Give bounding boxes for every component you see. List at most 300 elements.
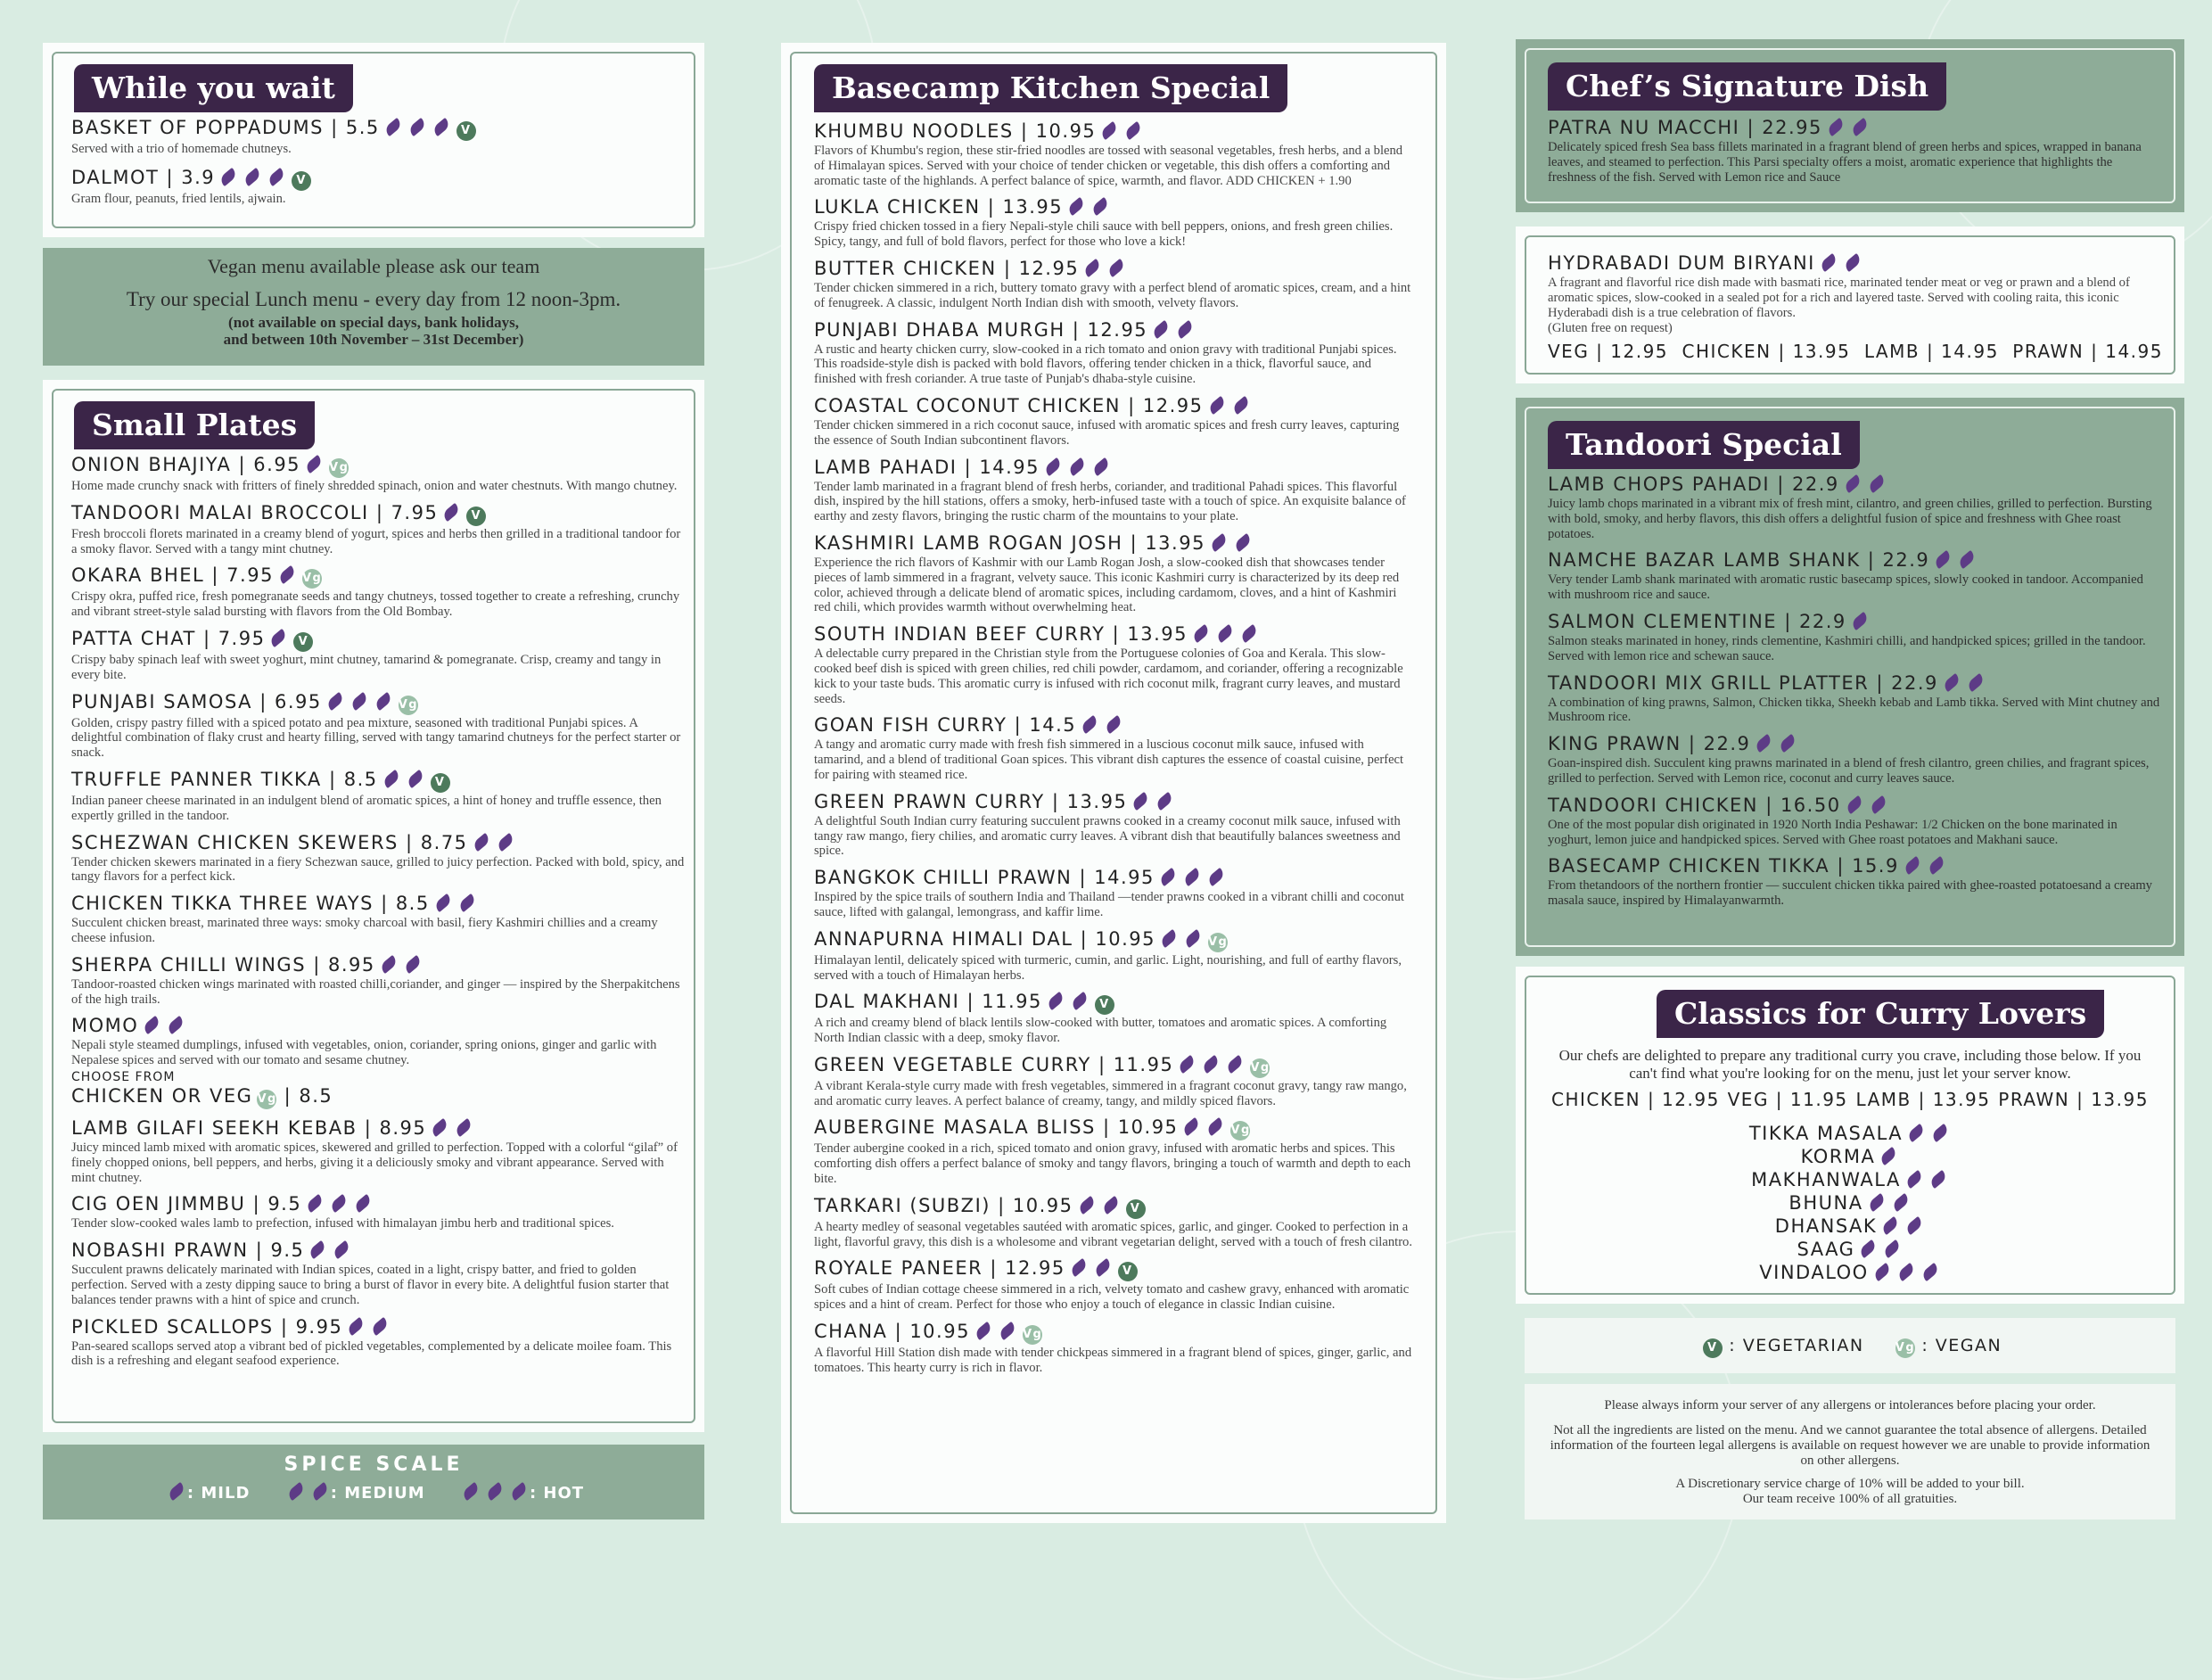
vegan-icon: Vg bbox=[257, 1090, 276, 1109]
item-description: Indian paneer cheese marinated in an indulgent blend of aromatic spices, a hint of honey and truffle essence, then expertly grilled in the tandoor. bbox=[71, 793, 662, 823]
chili-icon bbox=[1076, 1196, 1096, 1215]
chili-icon bbox=[1844, 795, 1863, 814]
menu-item bbox=[1548, 548, 2163, 603]
chili-icon bbox=[1225, 1055, 1245, 1074]
item-description: Crispy okra, puffed rice, fresh pomegranate seeds and tangy chutneys, tossed together to create a refreshing, crunchy and vibrant street-style salad bursting with flavors from the Old Bombay. bbox=[71, 589, 680, 620]
item-description: Succulent prawns delicately marinated with Indian spices, coated in a light, crispy batter, and fried to golden perfection. Served with a zesty dipping sauce to bring a burst of flavor in every bite. A delightful fusion starter that balances tender prawns with a hint of spice and crunch. bbox=[71, 1263, 670, 1307]
menu-item bbox=[1548, 251, 2163, 363]
chili-icon bbox=[1930, 1124, 1950, 1142]
vegetarian-icon: V bbox=[1126, 1199, 1146, 1219]
exception-notice: and between 10th November – 31st December) bbox=[223, 331, 524, 348]
curry-list bbox=[1516, 1122, 2184, 1284]
lunch-notice: Try our special Lunch menu - every day from 12 noon-3pm. bbox=[126, 288, 621, 310]
item-description: A delightful South Indian curry featuring succulent prawns cooked in a creamy coconut milk sauce, infused with tangy raw mango, fiery chilies, and aromatic curry leaves. A vibrant dish that beautifully balances sweetness and spice. bbox=[814, 813, 1401, 859]
service-note: A Discretionary service charge of 10% will be added to your bill. bbox=[1675, 1477, 2025, 1491]
allergen-note: Please always inform your server of any allergens or intolerances before placing your order. bbox=[1604, 1398, 2096, 1412]
chili-icon bbox=[1182, 868, 1202, 886]
menu-item bbox=[814, 990, 1413, 1046]
chili-icon bbox=[495, 832, 514, 851]
menu-item bbox=[71, 501, 687, 557]
item-description: Salmon steaks marinated in honey, rinds clementine, Kashmiri chilli, and handpicked spices; grilled in the tandoor. Served with lemon rice and schewan sauce. bbox=[1548, 633, 2146, 663]
chili-icon bbox=[1826, 118, 1846, 136]
item-name: LUKLA CHICKEN | 13.95 bbox=[814, 196, 1064, 218]
item-name: ANNAPURNA HIMALI DAL | 10.95 bbox=[814, 927, 1155, 950]
item-description: Fresh broccoli florets marinated in a creamy blend of yogurt, spices and herbs then grilled in a traditional tandoor for a smoky flavor. Served with a tangy mint chutney. bbox=[71, 526, 681, 556]
item-description: Delicately spiced fresh Sea bass fillets marinated in a fragrant blend of green herbs and spices, wrapped in banana leaves, and steamed to perfection. This Parsi specialty offers a moist, aromatic experience that highlights the freshness of the fish. Served with Lemon rice and Sauce bbox=[1548, 140, 2142, 185]
item-name: LAMB GILAFI SEEKH KEBAB | 8.95 bbox=[71, 1116, 427, 1139]
item-name: TANDOORI CHICKEN | 16.50 bbox=[1548, 794, 1841, 816]
vegan-icon: Vg bbox=[1023, 1325, 1042, 1345]
vegetarian-icon: V bbox=[293, 632, 313, 652]
price-option: LAMB | 14.95 bbox=[1863, 341, 1999, 363]
menu-item bbox=[814, 1116, 1413, 1186]
item-name: HYDRABADI DUM BIRYANI bbox=[1548, 252, 1815, 274]
item-description: Golden, crispy pastry filled with a spiced potato and pea mixture, seasoned with traditional Punjabi spices. A delightful combination of flaky crust and hearty filling, served with tangy tamarind chutneys for the perfect starter or snack. bbox=[71, 715, 681, 761]
chili-icon bbox=[1819, 253, 1838, 272]
vegetarian-icon: V bbox=[431, 773, 450, 793]
chili-icon bbox=[1890, 1193, 1910, 1212]
chili-icon bbox=[1106, 259, 1126, 277]
chili-icon bbox=[218, 168, 238, 186]
item-description: A combination of king prawns, Salmon, Chicken tikka, Sheekh kebab and Lamb tikka. Served with Mint chutney and Mushroom rice. bbox=[1548, 695, 2160, 725]
vegan-label: : VEGAN bbox=[1921, 1336, 2002, 1355]
chili-icon bbox=[1850, 118, 1870, 136]
chili-icon bbox=[1843, 253, 1863, 272]
chili-icon bbox=[346, 1316, 366, 1335]
item-description: Tender chicken simmered in a rich, buttery tomato gravy with a perfect blend of aromatic spices, cream, and a hint of fenugreek. A classic, indulgent North Indian dish with smooth, velvety flavors. bbox=[814, 280, 1411, 310]
item-name: COASTAL COCONUT CHICKEN | 12.95 bbox=[814, 394, 1204, 416]
item-name: BUTTER CHICKEN | 12.95 bbox=[814, 257, 1080, 279]
chili-icon bbox=[1159, 929, 1179, 948]
chili-icon bbox=[332, 1240, 351, 1259]
chili-icon bbox=[1868, 795, 1887, 814]
chili-icon bbox=[1100, 1196, 1120, 1215]
chili-icon bbox=[1177, 1055, 1196, 1074]
item-name: GREEN VEGETABLE CURRY | 11.95 bbox=[814, 1053, 1174, 1075]
chili-icon bbox=[1155, 792, 1174, 811]
chili-icon bbox=[325, 691, 345, 710]
momo-option: CHICKEN OR VEG bbox=[71, 1084, 253, 1107]
item-description: A flavorful Hill Station dish made with tender chickpeas simmered in a fragrant blend of spices, ginger, garlic, and tomatoes. This hearty curry is rich in flavor. bbox=[814, 1346, 1412, 1375]
gluten-note: (Gluten free on request) bbox=[1548, 321, 1673, 336]
section-title: Basecamp Kitchen Special bbox=[814, 64, 1287, 112]
chili-icon bbox=[1158, 868, 1178, 886]
hot-label: : HOT bbox=[529, 1484, 585, 1503]
chili-icon bbox=[1957, 550, 1977, 569]
item-name: NAMCHE BAZAR LAMB SHANK | 22.9 bbox=[1548, 549, 1930, 572]
chili-icon bbox=[1093, 1258, 1113, 1277]
diet-legend-panel bbox=[1525, 1318, 2175, 1373]
chili-icon bbox=[1183, 929, 1203, 948]
menu-item bbox=[71, 116, 687, 157]
section-title: Small Plates bbox=[74, 401, 315, 449]
menu-item bbox=[71, 768, 687, 824]
curry-item bbox=[1516, 1168, 2184, 1191]
info-panel bbox=[1525, 1384, 2175, 1519]
chili-icon bbox=[353, 1194, 373, 1213]
vegan-icon: Vg bbox=[399, 696, 418, 715]
menu-item bbox=[814, 1320, 1413, 1376]
curry-item bbox=[1516, 1191, 2184, 1215]
item-name: ONION BHAJIYA | 6.95 bbox=[71, 454, 301, 475]
chili-icon bbox=[268, 629, 288, 647]
chili-icon bbox=[485, 1482, 505, 1501]
item-description: A rustic and hearty chicken curry, slow-cooked in a rich tomato and onion gravy with traditional Punjabi spices. This roadside-style dish is packed with bold flavors, offering tender chicken in a thick, flavorful sauce, and finished with fresh coriander. A true taste of Punjab's dhaba-style cuisine. bbox=[814, 342, 1397, 387]
curry-item bbox=[1516, 1215, 2184, 1238]
chili-icon bbox=[461, 1482, 481, 1501]
menu-item bbox=[1548, 732, 2163, 786]
item-name: GREEN PRAWN CURRY | 13.95 bbox=[814, 790, 1128, 812]
classics-panel bbox=[1516, 967, 2184, 1304]
chili-icon bbox=[308, 1240, 327, 1259]
classics-prices bbox=[1551, 1088, 2149, 1111]
vegan-icon: Vg bbox=[1250, 1058, 1270, 1078]
vegetarian-icon: V bbox=[466, 506, 486, 526]
menu-item bbox=[814, 790, 1413, 859]
item-name: PUNJABI DHABA MURGH | 12.95 bbox=[814, 318, 1148, 341]
item-name: DAL MAKHANI | 11.95 bbox=[814, 991, 1042, 1013]
curry-item bbox=[1516, 1122, 2184, 1145]
chili-icon bbox=[1927, 856, 1946, 875]
menu-item bbox=[814, 195, 1413, 250]
tandoori-panel bbox=[1516, 398, 2184, 956]
chili-icon bbox=[1966, 672, 1986, 691]
chili-icon bbox=[329, 1194, 349, 1213]
item-description: One of the most popular dish originated in 1920 North India Peshawar: 1/2 Chicken on the bone marinated in yoghurt, lemon juice and handpicked spices. Served with Ghee roast potatoes and Makhani sauce. bbox=[1548, 817, 2117, 847]
menu-item bbox=[71, 690, 687, 761]
chili-icon bbox=[304, 455, 324, 474]
menu-item bbox=[1548, 116, 2163, 185]
chili-icon bbox=[1181, 1117, 1201, 1136]
menu-item bbox=[71, 953, 687, 1008]
vegan-icon: Vg bbox=[329, 458, 349, 478]
item-description: A tangy and aromatic curry made with fresh fish simmered in a luscious coconut milk sauce, infused with tamarind, and a blend of traditional Goan spices. This vibrant dish captures the essence of coastal cuisine, perfect for pairing with steamed rice. bbox=[814, 737, 1404, 782]
item-description: Very tender Lamb shank marinated with aromatic rustic basecamp spices, slowly cooked in tandoor. Accompanied with mushroom rice and sauce. bbox=[1548, 572, 2143, 603]
item-name: PICKLED SCALLOPS | 9.95 bbox=[71, 1315, 343, 1338]
item-name: ROYALE PANEER | 12.95 bbox=[814, 1257, 1065, 1280]
vegetarian-icon: V bbox=[1118, 1262, 1138, 1281]
chili-icon bbox=[1206, 396, 1226, 415]
menu-item bbox=[814, 622, 1413, 706]
chili-icon bbox=[1123, 121, 1143, 140]
chili-icon bbox=[381, 770, 400, 788]
menu-item bbox=[1548, 671, 2163, 726]
chili-icon bbox=[267, 168, 286, 186]
chili-icon bbox=[1933, 550, 1953, 569]
exception-notice: (not available on special days, bank holidays, bbox=[228, 314, 519, 331]
item-description: Juicy lamb chops marinated in a vibrant mix of fresh mint, cilantro, and green chilies, grilled to perfection. Bursting with bold, smoky, and herby flavors, this dish offers a delightful fusion of spice and freshness with Ghee roast potatoes. bbox=[1548, 497, 2152, 541]
spice-scale-title: SPICE SCALE bbox=[284, 1454, 464, 1476]
item-description: A vibrant Kerala-style curry made with fresh vegetables, simmered in a fragrant coconut gravy, tangy raw mango, and aromatic curry leaves. A perfect balance of creamy, tangy, and mildly spiced flavors. bbox=[814, 1078, 1407, 1108]
item-description: Flavors of Khumbu's region, these stir-fried noodles are tossed with seasonal vegetables, fresh herbs, and a blend of Himalayan spices. Served with your choice of tender chicken or vegetable, this dish offers a comforting and aromatic taste of the highlands. A perfect balance of spice, warmth, and flavor. ADD CHICKEN + 1.90 bbox=[814, 144, 1403, 188]
menu-item bbox=[71, 1116, 687, 1185]
menu-item bbox=[814, 394, 1413, 449]
chili-icon bbox=[1904, 1170, 1924, 1189]
curry-item bbox=[1516, 1261, 2184, 1284]
item-name: CHICKEN TIKKA THREE WAYS | 8.5 bbox=[71, 893, 430, 915]
item-description: Inspired by the spice trails of southern India and Thailand —tender prawns cooked in a vibrant chilli and coconut sauce, lifted with galangal, lemongrass, and kaffir lime. bbox=[814, 890, 1404, 919]
chili-icon bbox=[142, 1016, 161, 1034]
curry-name: VINDALOO bbox=[1759, 1262, 1869, 1283]
chili-icon bbox=[1201, 1055, 1221, 1074]
chili-icon bbox=[407, 118, 427, 136]
item-description: Himalayan lentil, delicately spiced with turmeric, cumin, and garlic. Light, nourishing, and full of earthy flavors, served with a touch of Himalayan herbs. bbox=[814, 952, 1402, 983]
item-name: CHANA | 10.95 bbox=[814, 1321, 970, 1343]
chili-icon bbox=[1066, 197, 1086, 216]
small-plates-panel bbox=[43, 380, 704, 1432]
item-description: A fragrant and flavorful rice dish made with basmati rice, marinated tender meat or veg or prawn and a blend of aromatic spices, slow-cooked in a sealed pot for a rich and layered taste. Served with cooling raita, this iconic Hyderabadi dish is a true celebration of flavors. bbox=[1548, 276, 2130, 320]
chili-icon bbox=[1928, 1170, 1948, 1189]
price-option: LAMB | 13.95 bbox=[1855, 1089, 1991, 1110]
price-option: VEG | 12.95 bbox=[1548, 341, 1669, 363]
item-name: SOUTH INDIAN BEEF CURRY | 13.95 bbox=[814, 623, 1188, 646]
chili-icon bbox=[974, 1322, 993, 1340]
item-description: A delectable curry prepared in the Christian style from the Portuguese colonies of Goa and Kerala. This slow-cooked beef dish is spiced with green chilies, red chili powder, cardamom, and coriander, offering a recognizable kick to your taste buds. This aromatic curry is infused with rich coconut milk, fragrant curry leaves, and mustard seeds. bbox=[814, 646, 1403, 706]
menu-item bbox=[1548, 610, 2163, 664]
chili-icon bbox=[1080, 715, 1099, 734]
mild-label: : MILD bbox=[186, 1484, 251, 1503]
item-description: Gram flour, peanuts, fried lentils, ajwain. bbox=[71, 192, 286, 206]
chili-icon bbox=[383, 118, 403, 136]
chili-icon bbox=[432, 118, 451, 136]
chili-icon bbox=[1942, 672, 1961, 691]
menu-item bbox=[814, 1194, 1413, 1250]
vegetarian-icon: V bbox=[456, 121, 476, 141]
chili-icon bbox=[1233, 533, 1253, 552]
item-name: TARKARI (SUBZI) | 10.95 bbox=[814, 1194, 1073, 1216]
chili-icon bbox=[1239, 624, 1259, 643]
spice-scale-panel bbox=[43, 1445, 704, 1519]
item-description: Tender chicken simmered in a rich coconut sauce, infused with aromatic spices and fresh curry leaves, capturing the essence of South Indian subcontinent flavors. bbox=[814, 417, 1400, 448]
chili-icon bbox=[454, 1118, 473, 1137]
chili-icon bbox=[1906, 1124, 1926, 1142]
chili-icon bbox=[305, 1194, 325, 1213]
medium-label: : MEDIUM bbox=[330, 1484, 425, 1503]
item-description: Succulent chicken breast, marinated three ways: smoky charcoal with basil, fiery Kashmiri chillies and a creamy cheese infusion. bbox=[71, 916, 658, 945]
chili-icon bbox=[471, 832, 490, 851]
chili-icon bbox=[1082, 259, 1102, 277]
item-name: TANDOORI MIX GRILL PLATTER | 22.9 bbox=[1548, 671, 1938, 694]
item-name: SHERPA CHILLI WINGS | 8.95 bbox=[71, 953, 375, 976]
curry-item bbox=[1516, 1238, 2184, 1261]
chili-icon bbox=[1896, 1263, 1916, 1281]
menu-item bbox=[71, 627, 687, 683]
item-description: Crispy baby spinach leaf with sweet yoghurt, mint chutney, tamarind & pomegranate. Crisp, creamy and tangy in every bite. bbox=[71, 652, 662, 682]
vegetarian-icon: V bbox=[1703, 1338, 1723, 1358]
chili-icon bbox=[1866, 1193, 1886, 1212]
item-description: Tender chicken skewers marinated in a fiery Schezwan sauce, grilled to juicy perfection. Packed with bold, spicy, and tangy flavors for a perfect kick. bbox=[71, 854, 685, 885]
chili-icon bbox=[1850, 612, 1870, 630]
menu-item bbox=[71, 1239, 687, 1307]
basecamp-panel bbox=[781, 43, 1446, 1523]
chili-icon bbox=[286, 1482, 306, 1501]
item-description: Tender slow-cooked wales lamb to prefection, infused with himalayan jimbu herb and traditional spices. bbox=[71, 1216, 614, 1231]
curry-name: DHANSAK bbox=[1774, 1215, 1878, 1237]
item-description: Home made crunchy snack with fritters of finely shredded spinach, onion and water chestnuts. With mango chutney. bbox=[71, 479, 678, 493]
chili-icon bbox=[509, 1482, 529, 1501]
chili-icon bbox=[1879, 1147, 1898, 1165]
items-list bbox=[71, 453, 687, 1376]
chili-icon bbox=[166, 1016, 185, 1034]
item-description: From thetandoors of the northern frontier — succulent chicken tikka paired with ghee-roasted potatoesand a creamy masala sauce, inspired by Himalayanwarmth. bbox=[1548, 878, 2152, 909]
chili-icon bbox=[1104, 715, 1123, 734]
vegetarian-icon: V bbox=[292, 171, 311, 191]
chili-icon bbox=[441, 503, 461, 522]
biryani-prices bbox=[1548, 340, 2163, 363]
menu-item bbox=[814, 927, 1413, 984]
curry-name: TIKKA MASALA bbox=[1748, 1123, 1904, 1144]
menu-item bbox=[71, 1014, 687, 1109]
item-name: NOBASHI PRAWN | 9.5 bbox=[71, 1239, 305, 1262]
curry-item bbox=[1516, 1145, 2184, 1168]
menu-item bbox=[71, 1192, 687, 1231]
chili-icon bbox=[1209, 533, 1229, 552]
vegan-icon: Vg bbox=[302, 569, 322, 589]
items-list bbox=[814, 119, 1413, 1383]
chili-icon bbox=[167, 1482, 186, 1501]
menu-item bbox=[1548, 794, 2163, 848]
chili-icon bbox=[379, 955, 399, 974]
price-option: PRAWN | 13.95 bbox=[1998, 1089, 2149, 1110]
chili-icon bbox=[1046, 992, 1065, 1010]
signature-panel bbox=[1516, 39, 2184, 212]
section-title: While you wait bbox=[74, 64, 353, 112]
chili-icon bbox=[1069, 1258, 1089, 1277]
chili-icon bbox=[1099, 121, 1119, 140]
item-name: CIG OEN JIMMBU | 9.5 bbox=[71, 1193, 302, 1215]
menu-item bbox=[71, 564, 687, 620]
menu-item bbox=[814, 119, 1413, 188]
item-description: Pan-seared scallops served atop a vibrant bed of pickled vegetables, complemented by a delicate moilee foam. This dish is a refreshing and elegant seafood experience. bbox=[71, 1338, 672, 1369]
chili-icon bbox=[1205, 1117, 1225, 1136]
chili-icon bbox=[310, 1482, 330, 1501]
menu-item bbox=[814, 713, 1413, 782]
item-description: Served with a trio of homemade chutneys. bbox=[71, 142, 292, 156]
menu-item bbox=[814, 1256, 1413, 1313]
chili-icon bbox=[1880, 1216, 1900, 1235]
chili-icon bbox=[433, 894, 453, 912]
item-description: Tender lamb marinated in a fragrant blend of fresh herbs, coriander, and traditional Pahadi spices. This flavorful dish, inspired by the hill stations, offers a smoky, herb-infused taste with a touch of spice. An exquisite balance of earthy and zesty flavors, bringing the rustic charm of the mountains to your plate. bbox=[814, 479, 1406, 524]
item-description: Tender aubergine cooked in a rich, spiced tomato and onion gravy, infused with aromatic herbs and spices. This comforting dish offers a perfect balance of smoky and tangy flavors, bringing a touch of warmth and depth to each bite. bbox=[814, 1141, 1411, 1187]
price-option: VEG | 11.95 bbox=[1727, 1089, 1848, 1110]
item-name: KASHMIRI LAMB ROGAN JOSH | 13.95 bbox=[814, 531, 1205, 554]
chili-icon bbox=[370, 1316, 390, 1335]
item-name: MOMO bbox=[71, 1015, 139, 1037]
chili-icon bbox=[1215, 624, 1235, 643]
spice-scale-legend bbox=[43, 1484, 704, 1503]
item-description: Goan-inspired dish. Succulent king prawns marinated in a blend of fresh cilantro, green chilies, and fragrant spices, grilled to perfection. Served with Lemon rice, coconut and curry leaves sauce. bbox=[1548, 756, 2150, 786]
menu-item bbox=[814, 456, 1413, 524]
chili-icon bbox=[1882, 1239, 1902, 1258]
momo-price: | 8.5 bbox=[284, 1084, 333, 1107]
menu-item bbox=[814, 866, 1413, 920]
price-option: CHICKEN | 12.95 bbox=[1551, 1089, 1720, 1110]
chili-icon bbox=[430, 1118, 449, 1137]
chili-icon bbox=[277, 565, 297, 584]
vegan-notice: Vegan menu available please ask our team bbox=[207, 255, 540, 277]
chili-icon bbox=[457, 894, 477, 912]
chili-icon bbox=[1920, 1263, 1940, 1281]
item-name: SCHEZWAN CHICKEN SKEWERS | 8.75 bbox=[71, 831, 468, 853]
chili-icon bbox=[405, 770, 424, 788]
menu-item bbox=[1548, 473, 2163, 541]
curry-name: SAAG bbox=[1797, 1239, 1855, 1260]
allergen-note: Not all the ingredients are listed on the menu. And we cannot guarantee the total absence of allergens. Detailed information of the fourteen legal allergens is available on request however we are unable to provide information on other allergens. bbox=[1550, 1423, 2150, 1468]
section-title: Tandoori Special bbox=[1548, 421, 1860, 469]
vegetarian-label: : VEGETARIAN bbox=[1729, 1336, 1864, 1355]
while-you-wait-panel bbox=[43, 43, 704, 237]
section-title: Chef’s Signature Dish bbox=[1548, 62, 1946, 111]
chili-icon bbox=[1070, 992, 1090, 1010]
momo-choose-label: CHOOSE FROM bbox=[71, 1069, 176, 1084]
chili-icon bbox=[1043, 457, 1063, 475]
item-description: Nepali style steamed dumplings, infused with vegetables, onion, coriander, spring onions, ginger and garlic with Nepalese spices and served with our tomato and sesame chutney. bbox=[71, 1038, 657, 1068]
item-name: KING PRAWN | 22.9 bbox=[1548, 733, 1751, 755]
chili-icon bbox=[1843, 474, 1863, 493]
item-name: AUBERGINE MASALA BLISS | 10.95 bbox=[814, 1116, 1179, 1139]
chili-icon bbox=[1067, 457, 1087, 475]
item-name: BASKET OF POPPADUMS | 5.5 bbox=[71, 117, 380, 138]
chili-icon bbox=[1872, 1263, 1892, 1281]
chili-icon bbox=[243, 168, 262, 186]
chili-icon bbox=[374, 691, 393, 710]
chili-icon bbox=[1090, 197, 1110, 216]
chili-icon bbox=[1858, 1239, 1878, 1258]
notice-panel bbox=[43, 248, 704, 366]
item-description: Soft cubes of Indian cottage cheese simmered in a rich, velvety tomato and cashew gravy, enhanced with aromatic spices and a hint of cream. Perfect for those who enjoy a touch of elegance in classic Indian cuisine. bbox=[814, 1282, 1410, 1313]
chili-icon bbox=[1091, 457, 1111, 475]
menu-item bbox=[71, 892, 687, 946]
items-list bbox=[1548, 473, 2163, 916]
chili-icon bbox=[1230, 396, 1250, 415]
item-description: A hearty medley of seasonal vegetables sautéed with aromatic spices, garlic, and ginger. Cooked to perfection in a light, flavorful gravy, this dish is a wholesome and vibrant vegetarian delight, served with a touch of fresh cilantro. bbox=[814, 1219, 1412, 1249]
menu-item bbox=[71, 453, 687, 494]
item-name: LAMB PAHADI | 14.95 bbox=[814, 456, 1040, 478]
chili-icon bbox=[349, 691, 369, 710]
item-description: Juicy minced lamb mixed with aromatic spices, skewered and grilled to perfection. Topped with a colorful “gilaf” of finely chopped onions, bell peppers, and herbs, giving it a deliciously smoky and vibrant appearance. Served with mint chutney. bbox=[71, 1140, 678, 1185]
item-name: KHUMBU NOODLES | 10.95 bbox=[814, 120, 1097, 142]
classics-intro: Our chefs are delighted to prepare any traditional curry you crave, including those below. If you can't find what you're looking for on the menu, just let your server know. bbox=[1558, 1047, 2142, 1082]
menu-item bbox=[71, 1315, 687, 1370]
price-option: PRAWN | 14.95 bbox=[2012, 341, 2163, 363]
item-name: DALMOT | 3.9 bbox=[71, 167, 216, 188]
menu-item bbox=[71, 166, 687, 207]
chili-icon bbox=[1904, 1216, 1924, 1235]
item-name: BASECAMP CHICKEN TIKKA | 15.9 bbox=[1548, 855, 1899, 877]
service-note: Our team receive 100% of all gratuities. bbox=[1742, 1492, 1958, 1506]
price-option: CHICKEN | 13.95 bbox=[1682, 341, 1851, 363]
curry-name: KORMA bbox=[1800, 1146, 1876, 1167]
menu-item bbox=[71, 831, 687, 885]
item-name: PATRA NU MACCHI | 22.95 bbox=[1548, 117, 1822, 138]
chili-icon bbox=[1191, 624, 1211, 643]
item-description: Tandoor-roasted chicken wings marinated with roasted chilli,coriander, and ginger — inspired by the Sherpakitchens of the high trails. bbox=[71, 976, 680, 1007]
item-name: TRUFFLE PANNER TIKKA | 8.5 bbox=[71, 768, 378, 790]
menu-item bbox=[814, 531, 1413, 615]
vegetarian-icon: V bbox=[1095, 995, 1114, 1015]
chili-icon bbox=[998, 1322, 1017, 1340]
vegan-icon: Vg bbox=[1208, 933, 1228, 952]
menu-item bbox=[814, 1053, 1413, 1109]
item-description: Crispy fried chicken tossed in a fiery Nepali-style chili sauce with bell peppers, onions, and fresh green chilies. Spicy, tangy, and full of bold flavors, perfect for those who love a kick! bbox=[814, 219, 1394, 250]
vegan-icon: Vg bbox=[1895, 1338, 1915, 1358]
item-name: BANGKOK CHILLI PRAWN | 14.95 bbox=[814, 867, 1155, 889]
menu-item bbox=[1548, 854, 2163, 909]
item-name: TANDOORI MALAI BROCCOLI | 7.95 bbox=[71, 501, 439, 523]
item-name: SALMON CLEMENTINE | 22.9 bbox=[1548, 610, 1846, 632]
item-name: PUNJABI SAMOSA | 6.95 bbox=[71, 690, 322, 712]
curry-name: MAKHANWALA bbox=[1751, 1169, 1901, 1190]
